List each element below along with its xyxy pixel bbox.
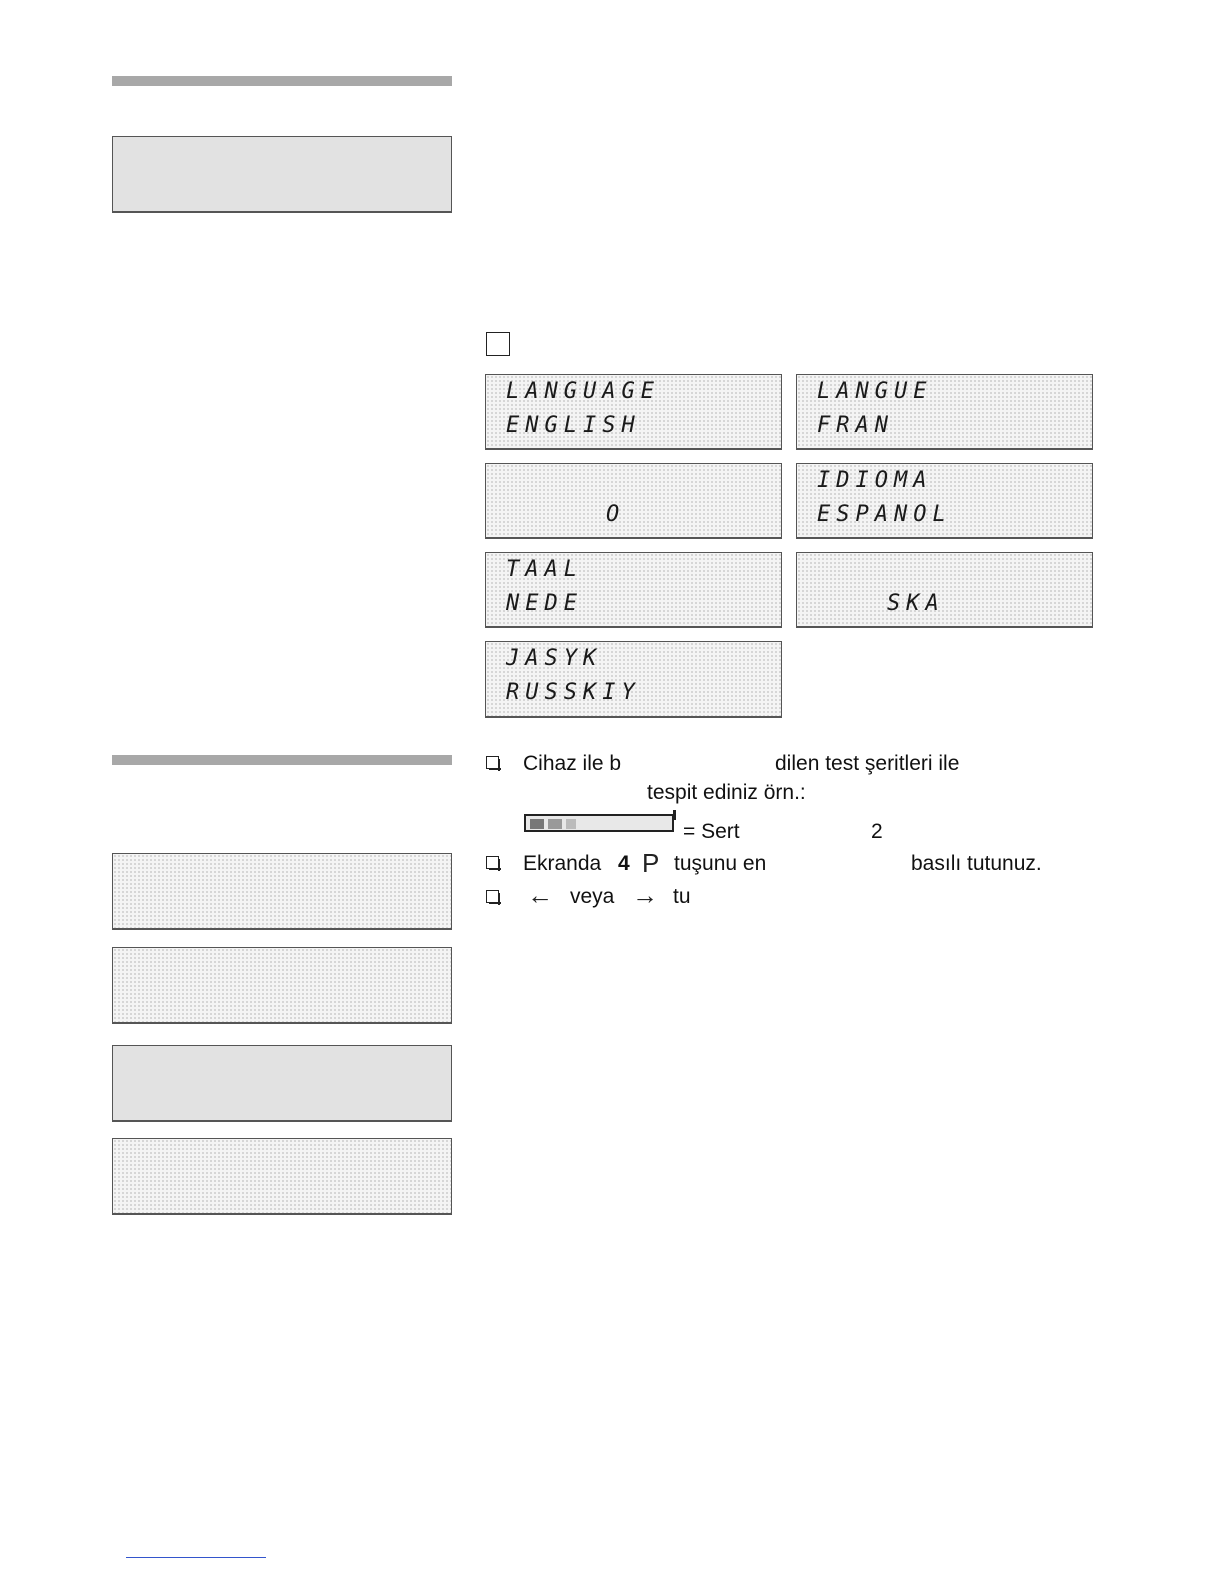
strip-pad (566, 819, 576, 829)
strip-pad (548, 819, 562, 829)
display-panel-header (112, 136, 452, 213)
language-display-6 (796, 552, 1093, 628)
display-panel-left-4 (112, 1138, 452, 1215)
display-panel-left-3 (112, 1045, 452, 1122)
section-rule-middle (112, 755, 452, 765)
display-line-1: TAAL (506, 557, 583, 582)
strip-value: 2 (871, 820, 883, 843)
test-strip-icon (524, 814, 674, 832)
display-line-2: NEDE (506, 591, 583, 616)
display-panel-left-1 (112, 853, 452, 930)
language-display-french (796, 374, 1093, 450)
language-display-3 (485, 463, 782, 539)
strip-pad (530, 819, 544, 829)
bullet-icon (486, 756, 499, 769)
step2-text-a: Ekranda (523, 852, 602, 875)
display-line-2: SKA (887, 591, 945, 616)
step2-text-c: basılı tutunuz. (911, 852, 1042, 875)
display-panel-left-2 (112, 947, 452, 1024)
step1-text-line2: tespit ediniz örn.: (647, 781, 806, 804)
step1-text-b: dilen test şeritleri ile (775, 752, 960, 775)
step1-text-a: Cihaz ile b (523, 752, 622, 775)
display-line-2: RUSSKIY (506, 680, 641, 705)
step3-text-end: tu (673, 885, 691, 908)
bullet-icon (486, 856, 499, 869)
left-arrow-icon: ← (527, 880, 553, 910)
display-line-2: FRAN (817, 413, 894, 438)
step2-text-b: tuşunu en (674, 852, 767, 875)
strip-end (673, 810, 676, 820)
step3-text-or: veya (570, 885, 615, 908)
display-line-2: ENGLISH (506, 413, 641, 438)
language-display-russian (485, 641, 782, 718)
strip-caption: = Sert (683, 820, 740, 843)
language-display-english (485, 374, 782, 450)
footer-link-underline (126, 1557, 266, 1558)
language-display-dutch (485, 552, 782, 628)
step-checkbox[interactable] (486, 332, 510, 356)
display-line-1: IDIOMA (817, 468, 933, 493)
language-display-spanish (796, 463, 1093, 539)
bullet-icon (486, 890, 499, 903)
right-arrow-icon: → (632, 880, 658, 910)
display-line-2: O (606, 502, 626, 527)
program-key-icon: P (642, 848, 660, 878)
display-line-2: ESPANOL (817, 502, 952, 527)
display-line-1: LANGUE (817, 379, 933, 404)
section-rule-top (112, 76, 452, 86)
display-line-1: JASYK (506, 646, 603, 671)
display-line-1: LANGUAGE (506, 379, 660, 404)
step2-number: 4 (618, 852, 630, 875)
